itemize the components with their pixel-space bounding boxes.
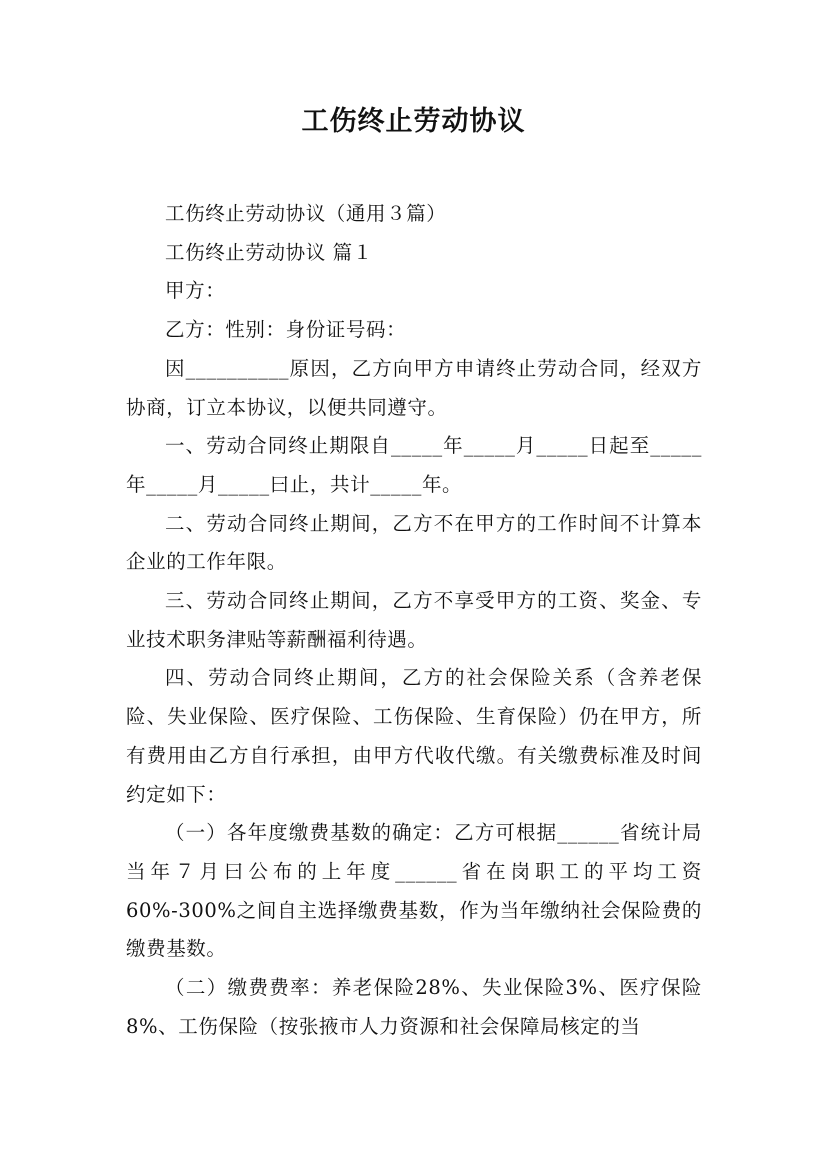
paragraph: 三、劳动合同终止期间，乙方不享受甲方的工资、奖金、专业技术职务津贴等薪酬福利待遇。 [126, 589, 702, 651]
paragraph: 工伤终止劳动协议 篇１ [165, 240, 373, 264]
paragraph: 乙方：性别：身份证号码： [165, 318, 407, 342]
paragraph: 因__________原因，乙方向甲方申请终止劳动合同，经双方协商，订立本协议，以便共同遵守。 [126, 356, 702, 419]
paragraph: 一、劳动合同终止期限自_____年_____月_____日起至_____年_____月_____曰止，共计_____年。 [126, 434, 702, 496]
paragraph: 甲方： [165, 279, 226, 303]
paragraph: 四、劳动合同终止期间，乙方的社会保险关系（含养老保险、失业保险、医疗保险、工伤保险、生育保险）仍在甲方，所有费用由乙方自行承担，由甲方代收代缴。有关缴费标准及时间约定如下： [126, 666, 702, 806]
paragraph: 二、劳动合同终止期间，乙方不在甲方的工作时间不计算本企业的工作年限。 [126, 511, 702, 574]
document-title: 工伤终止劳动协议 [301, 106, 526, 137]
paragraph: 工伤终止劳动协议（通用３篇） [165, 202, 447, 225]
paragraph: （一）各年度缴费基数的确定：乙方可根据______省统计局当年７月曰公布的上年度______省在岗职工的平均工资60%-300%之间自主选择缴费基数，作为当年缴纳社会保险费的缴费基数。 [126, 821, 702, 961]
document-body [126, 195, 702, 1046]
paragraph: （二）缴费费率：养老保险28%、失业保险3%、医疗保险8%、工伤保险（按张掖市人力资源和社会保障局核定的当 [126, 976, 702, 1038]
